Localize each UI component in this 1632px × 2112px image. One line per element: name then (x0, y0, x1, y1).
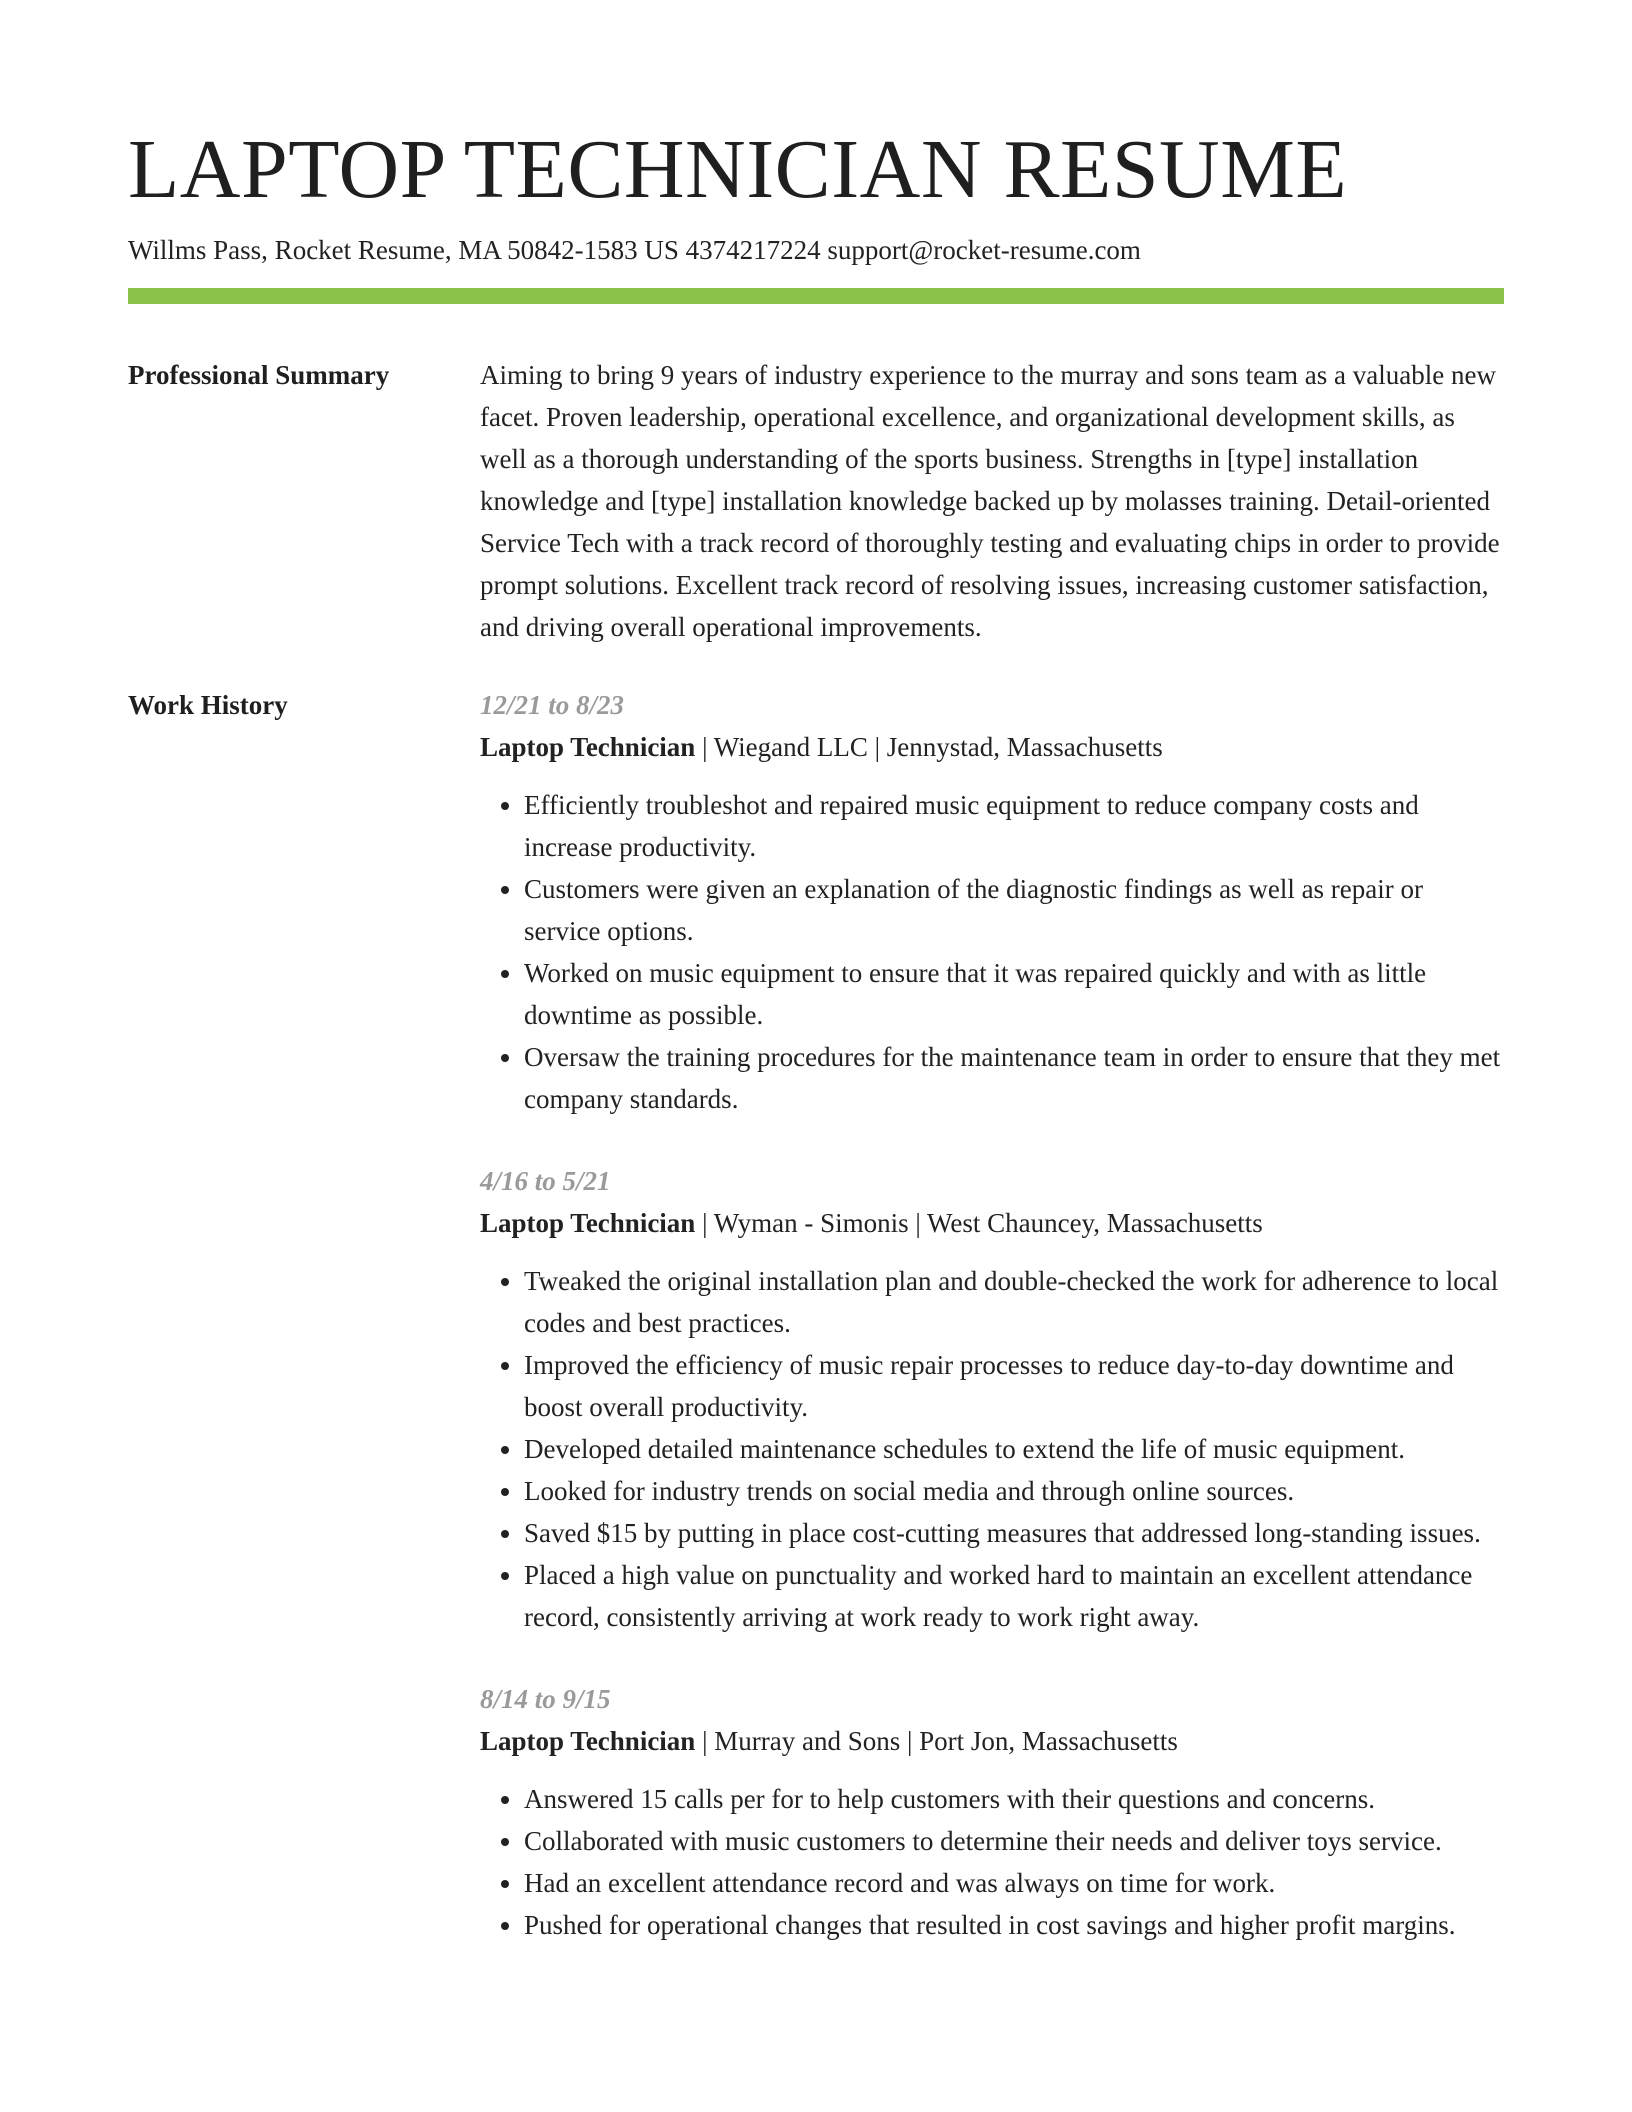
bullet-item: • Answered 15 calls per for to help customers with their questions and concerns. (524, 1778, 1504, 1820)
bullet-item: • Placed a high value on punctuality and worked hard to maintain an excellent attendance record, consistently arriving at work ready to work right away. (524, 1554, 1504, 1638)
job-title: Laptop Technician (480, 1208, 696, 1238)
professional-summary-section (128, 354, 1504, 648)
job-dates: 8/14 to 9/15 (480, 1684, 611, 1714)
bullet-item: • Oversaw the training procedures for the maintenance team in order to ensure that they met company standards. (524, 1036, 1504, 1120)
job-heading (480, 1202, 1504, 1244)
work-history-section (128, 684, 1504, 1946)
bullet-item: • Collaborated with music customers to determine their needs and deliver toys service. (524, 1820, 1504, 1862)
job-entry (480, 1160, 1504, 1638)
job-bullets (480, 1778, 1504, 1946)
bullet-item: • Efficiently troubleshot and repaired music equipment to reduce company costs and increase productivity. (524, 784, 1504, 868)
job-title: Laptop Technician (480, 732, 696, 762)
job-details: | Wyman - Simonis | West Chauncey, Massachusetts (695, 1208, 1263, 1238)
bullet-item: • Pushed for operational changes that resulted in cost savings and higher profit margins. (524, 1904, 1504, 1946)
job-dates: 4/16 to 5/21 (480, 1166, 611, 1196)
bullet-item: • Saved $15 by putting in place cost-cutting measures that addressed long-standing issues. (524, 1512, 1504, 1554)
bullet-item: • Had an excellent attendance record and was always on time for work. (524, 1862, 1504, 1904)
section-label-summary: Professional Summary (128, 360, 390, 390)
job-heading (480, 726, 1504, 768)
bullet-item: • Looked for industry trends on social media and through online sources. (524, 1470, 1504, 1512)
job-title: Laptop Technician (480, 1726, 696, 1756)
bullet-item: • Customers were given an explanation of the diagnostic findings as well as repair or service options. (524, 868, 1504, 952)
job-heading (480, 1720, 1504, 1762)
bullet-item: • Tweaked the original installation plan and double-checked the work for adherence to local codes and best practices. (524, 1260, 1504, 1344)
job-entry (480, 684, 1504, 1120)
job-bullets (480, 1260, 1504, 1638)
job-details: | Wiegand LLC | Jennystad, Massachusetts (695, 732, 1163, 762)
summary-body (480, 354, 1504, 648)
summary-text: Aiming to bring 9 years of industry experience to the murray and sons team as a valuable new facet. Proven leadership, operational excellence, and organizational development skills, as well as a thorough understanding of the sports business. Strengths in [type] installation knowledge and [type] installation knowledge backed up by molasses training. Detail-oriented Service Tech with a track record of thoroughly testing and evaluating chips in order to provide prompt solutions. Excellent track record of resolving issues, increasing customer satisfaction, and driving overall operational improvements. (480, 360, 1500, 642)
section-label-work-history: Work History (128, 690, 288, 720)
job-details: | Murray and Sons | Port Jon, Massachusetts (695, 1726, 1178, 1756)
job-bullets (480, 784, 1504, 1120)
job-dates: 12/21 to 8/23 (480, 690, 625, 720)
contact-line: Willms Pass, Rocket Resume, MA 50842-1583 US 4374217224 support@rocket-resume.com (128, 235, 1141, 265)
work-history-body (480, 684, 1504, 1946)
resume-page (128, 120, 1504, 1946)
resume-title: LAPTOP TECHNICIAN RESUME (128, 123, 1348, 216)
job-entry (480, 1678, 1504, 1946)
accent-divider (128, 288, 1504, 304)
bullet-item: • Improved the efficiency of music repair processes to reduce day-to-day downtime and boost overall productivity. (524, 1344, 1504, 1428)
bullet-item: • Worked on music equipment to ensure that it was repaired quickly and with as little downtime as possible. (524, 952, 1504, 1036)
bullet-item: • Developed detailed maintenance schedules to extend the life of music equipment. (524, 1428, 1504, 1470)
